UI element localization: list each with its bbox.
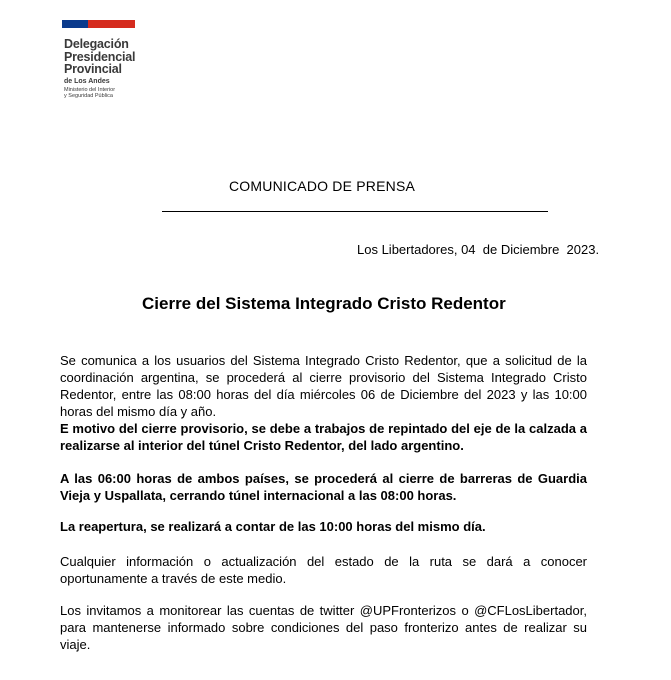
logo-region: de Los Andes [64, 77, 110, 85]
paragraph-barriers: A las 06:00 horas de ambos países, se procederá al cierre de barreras de Guardia Vieja y Uspallata, cerrando túnel internacional a las 08:00 horas. [60, 471, 587, 503]
paragraph-twitter: Los invitamos a monitorear las cuentas de twitter @UPFronterizos o @CFLosLibertador, para mantenerse informado sobre condiciones del paso fronterizo antes de realizar su viaje. [60, 603, 587, 652]
logo-line-3: Provincial [64, 62, 122, 76]
logo-ministry-line-1: Ministerio del Interior [64, 86, 116, 93]
paragraph-announcement: Se comunica a los usuarios del Sistema Integrado Cristo Redentor, que a solicitud de la coordinación argentina, se procederá al cierre provisorio del Sistema Integrado Cristo Redentor, entre las 08:00 horas del día miércoles 06 de Diciembre del 2023 y las 10:00 horas del mismo día y año. [60, 353, 587, 419]
flag-red-segment [88, 20, 135, 28]
paragraph-reason: E motivo del cierre provisorio, se debe a trabajos de repintado del eje de la calzada a realizarse al interior del túnel Cristo Redentor, del lado argentino. [60, 421, 587, 453]
headline: Cierre del Sistema Integrado Cristo Redentor [142, 294, 506, 313]
flag-blue-segment [62, 20, 88, 28]
institution-logo [64, 38, 135, 99]
paragraph-reopening: La reapertura, se realizará a contar de las 10:00 horas del mismo día. [60, 519, 486, 534]
flag-bar-logo [62, 20, 135, 28]
document-date: Los Libertadores, 04 de Diciembre 2023. [357, 242, 600, 257]
logo-line-1: Delegación [64, 37, 129, 51]
press-release-title: COMUNICADO DE PRENSA [229, 178, 416, 194]
logo-ministry-line-2: y Seguridad Pública [64, 92, 113, 99]
paragraph-updates: Cualquier información o actualización del estado de la ruta se dará a conocer oportunamente a través de este medio. [60, 554, 587, 586]
logo-line-2: Presidencial [64, 49, 136, 64]
title-underline [162, 211, 548, 212]
